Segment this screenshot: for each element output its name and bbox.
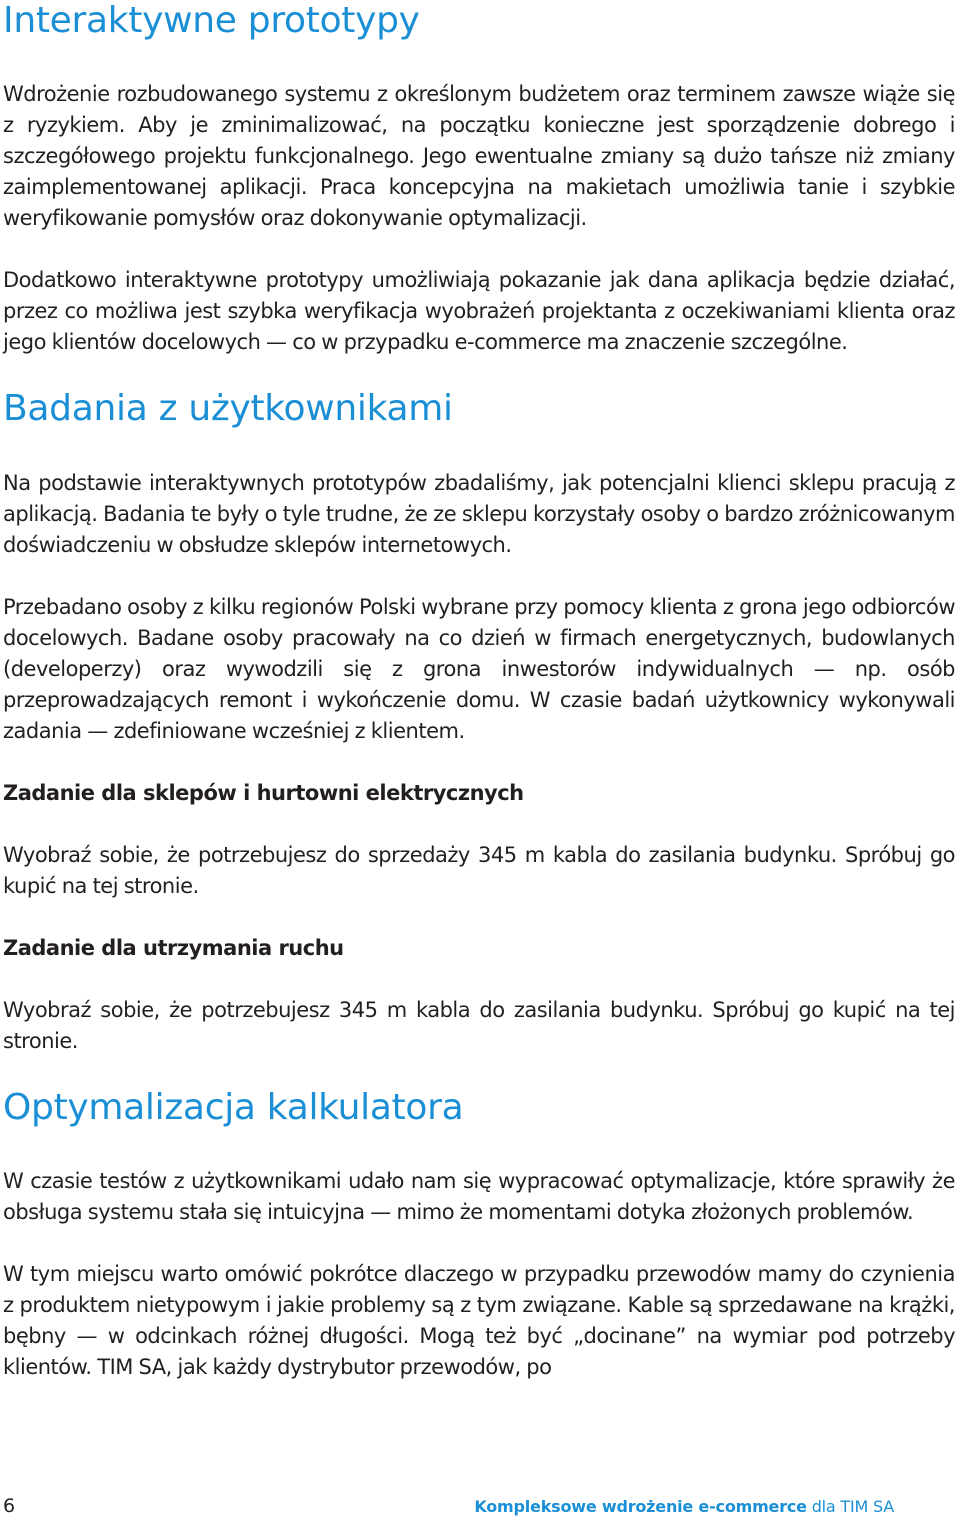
task-heading-maintenance: Zadanie dla utrzymania ruchu <box>3 935 344 960</box>
paragraph: W czasie testów z użytkownikami udało nam się wypracować optymalizacje, które sprawiły że obsługa systemu stała się intuicyjna — mimo że momentami dotyka złożonych problemów. <box>3 1169 955 1225</box>
footer-title <box>474 1497 894 1516</box>
task-text: Wyobraź sobie, że potrzebujesz do sprzedaży 345 m kabla do zasilania budynku. Spróbuj go kupić na tej stronie. <box>3 842 955 898</box>
paragraph: Na podstawie interaktywnych prototypów zbadaliśmy, jak potencjalni klienci sklepu pracują z aplikacją. Badania te były o tyle trudne, że ze sklepu korzystały osoby o bardzo zróżnicowanym doświadczeniu w obsłudze sklepów internetowych. <box>3 470 955 557</box>
paragraph: W tym miejscu warto omówić pokrótce dlaczego w przypadku przewodów mamy do czynienia z produktem nietypowym i jakie problemy są z tym związane. Kable są sprzedawane na krążki, bębny — w odcinkach różnej długości. Mogą też być „docinane” na wymiar pod potrzeby klientów. TIM SA, jak każdy dystrybutor przewodów, po <box>3 1262 955 1380</box>
task-heading-electrical-stores: Zadanie dla sklepów i hurtowni elektrycznych <box>3 780 524 805</box>
paragraph: Przebadano osoby z kilku regionów Polski wybrane przy pomocy klienta z grona jego odbiorców docelowych. Badane osoby pracowały na co dzień w firmach energetycznych, budowlanych (developerzy) oraz wywodzili się z grona inwestorów indywidualnych — np. osób przeprowadzających remont i wykończenie domu. W czasie badań użytkownicy wykonywali zadania — zdefiniowane wcześniej z klientem. <box>3 594 955 743</box>
paragraph: Wdrożenie rozbudowanego systemu z określonym budżetem oraz terminem zawsze wiąże się z ryzykiem. Aby je zminimalizować, na początku konieczne jest sporządzenie dobrego i szczegółowego projektu funkcjonalnego. Jego ewentualne zmiany są dużo tańsze niż zmiany zaimplementowanej aplikacji. Praca koncepcyjna na makietach umożliwia tanie i szybkie weryfikowanie pomysłów oraz dokonywanie optymalizacji. <box>3 82 955 231</box>
section-title-calculator-optimization: Optymalizacja kalkulatora <box>3 1086 464 1128</box>
section-title-user-research: Badania z użytkownikami <box>3 388 453 430</box>
page-number: 6 <box>3 1495 16 1517</box>
task-text: Wyobraź sobie, że potrzebujesz 345 m kabla do zasilania budynku. Spróbuj go kupić na tej stronie. <box>3 997 955 1053</box>
paragraph: Dodatkowo interaktywne prototypy umożliwiają pokazanie jak dana aplikacja będzie działać, przez co możliwa jest szybka weryfikacja wyobrażeń projektanta z oczekiwaniami klienta oraz jego klientów docelowych — co w przypadku e-commerce ma znaczenie szczególne. <box>3 268 955 355</box>
footer-title-strong: Kompleksowe wdrożenie e-commerce <box>474 1497 807 1516</box>
section-title-interactive-prototypes: Interaktywne prototypy <box>3 0 420 41</box>
page-footer <box>0 1493 960 1523</box>
footer-title-light: dla TIM SA <box>806 1497 894 1516</box>
page-content <box>3 0 955 1383</box>
